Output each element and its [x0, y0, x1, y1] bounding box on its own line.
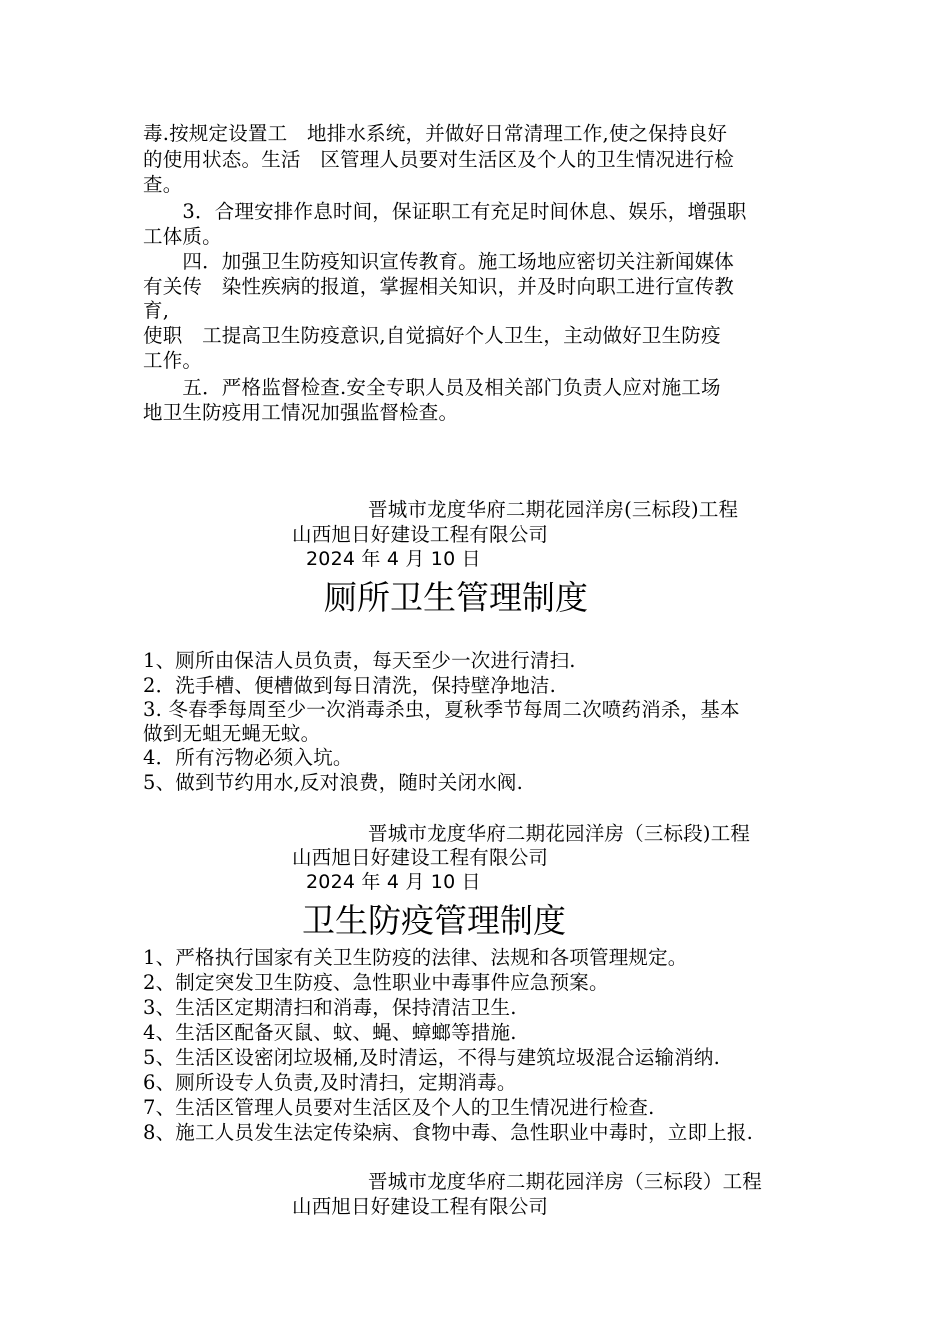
- list-item: 做到无蛆无蝇无蚊。: [143, 722, 321, 745]
- signature-project: 晋城市龙度华府二期花园洋房（三标段)工程: [368, 822, 751, 845]
- list-item: 2、制定突发卫生防疫、急性职业中毒事件应急预案。: [143, 971, 609, 994]
- list-item: 5、做到节约用水,反对浪费，随时关闭水阀.: [143, 771, 524, 794]
- intro-line: 五．严格监督检查.安全专职人员及相关部门负责人应对施工场: [143, 376, 721, 399]
- list-item: 5、生活区设密闭垃圾桶,及时清运，不得与建筑垃圾混合运输消纳.: [143, 1046, 721, 1069]
- list-item: 8、施工人员发生法定传染病、食物中毒、急性职业中毒时，立即上报.: [143, 1121, 754, 1144]
- intro-line: 四．加强卫生防疫知识宣传教育。施工场地应密切关注新闻媒体: [143, 250, 735, 273]
- list-item: 3. 冬春季每周至少一次消毒杀虫，夏秋季节每周二次喷药消杀，基本: [143, 698, 740, 721]
- section-title-epidemic: 卫生防疫管理制度: [302, 901, 566, 940]
- list-item: 7、生活区管理人员要对生活区及个人的卫生情况进行检查.: [143, 1096, 655, 1119]
- intro-line: 3．合理安排作息时间，保证职工有充足时间休息、娱乐，增强职: [143, 200, 747, 223]
- signature-company: 山西旭日好建设工程有限公司: [292, 1195, 549, 1218]
- intro-line: 地卫生防疫用工情况加强监督检查。: [143, 401, 459, 424]
- intro-line: 工体质。: [143, 225, 222, 248]
- signature-project: 晋城市龙度华府二期花园洋房（三标段）工程: [368, 1170, 763, 1193]
- list-item: 6、厕所设专人负责,及时清扫，定期消毒。: [143, 1071, 517, 1094]
- intro-line: 查。: [143, 173, 183, 196]
- list-item: 2．洗手槽、便槽做到每日清洗，保持壁净地洁.: [143, 674, 557, 697]
- intro-line: 工作。: [143, 349, 203, 372]
- list-item: 3、生活区定期清扫和消毒，保持清洁卫生.: [143, 996, 517, 1019]
- list-item: 4．所有污物必须入坑。: [143, 746, 353, 769]
- signature-company: 山西旭日好建设工程有限公司: [292, 846, 549, 869]
- intro-line: 使职 工提高卫生防疫意识,自觉搞好个人卫生，主动做好卫生防疫: [143, 324, 721, 347]
- section-title-toilet: 厕所卫生管理制度: [324, 578, 588, 617]
- intro-line: 的使用状态。生活 区管理人员要对生活区及个人的卫生情况进行检: [143, 148, 735, 171]
- signature-date: 2024 年 4 月 10 日: [306, 871, 481, 893]
- intro-line: 有关传 染性疾病的报道，掌握相关知识，并及时向职工进行宣传教: [143, 275, 735, 298]
- signature-company: 山西旭日好建设工程有限公司: [292, 523, 549, 546]
- list-item: 4、生活区配备灭鼠、蚊、蝇、蟑螂等措施.: [143, 1021, 517, 1044]
- signature-date: 2024 年 4 月 10 日: [306, 548, 481, 570]
- signature-project: 晋城市龙度华府二期花园洋房(三标段)工程: [368, 498, 739, 521]
- intro-line: 育,: [143, 299, 170, 322]
- list-item: 1、严格执行国家有关卫生防疫的法律、法规和各项管理规定。: [143, 946, 688, 969]
- list-item: 1、厕所由保洁人员负责，每天至少一次进行清扫.: [143, 649, 576, 672]
- intro-line: 毒.按规定设置工 地排水系统，并做好日常清理工作,使之保持良好: [143, 122, 728, 145]
